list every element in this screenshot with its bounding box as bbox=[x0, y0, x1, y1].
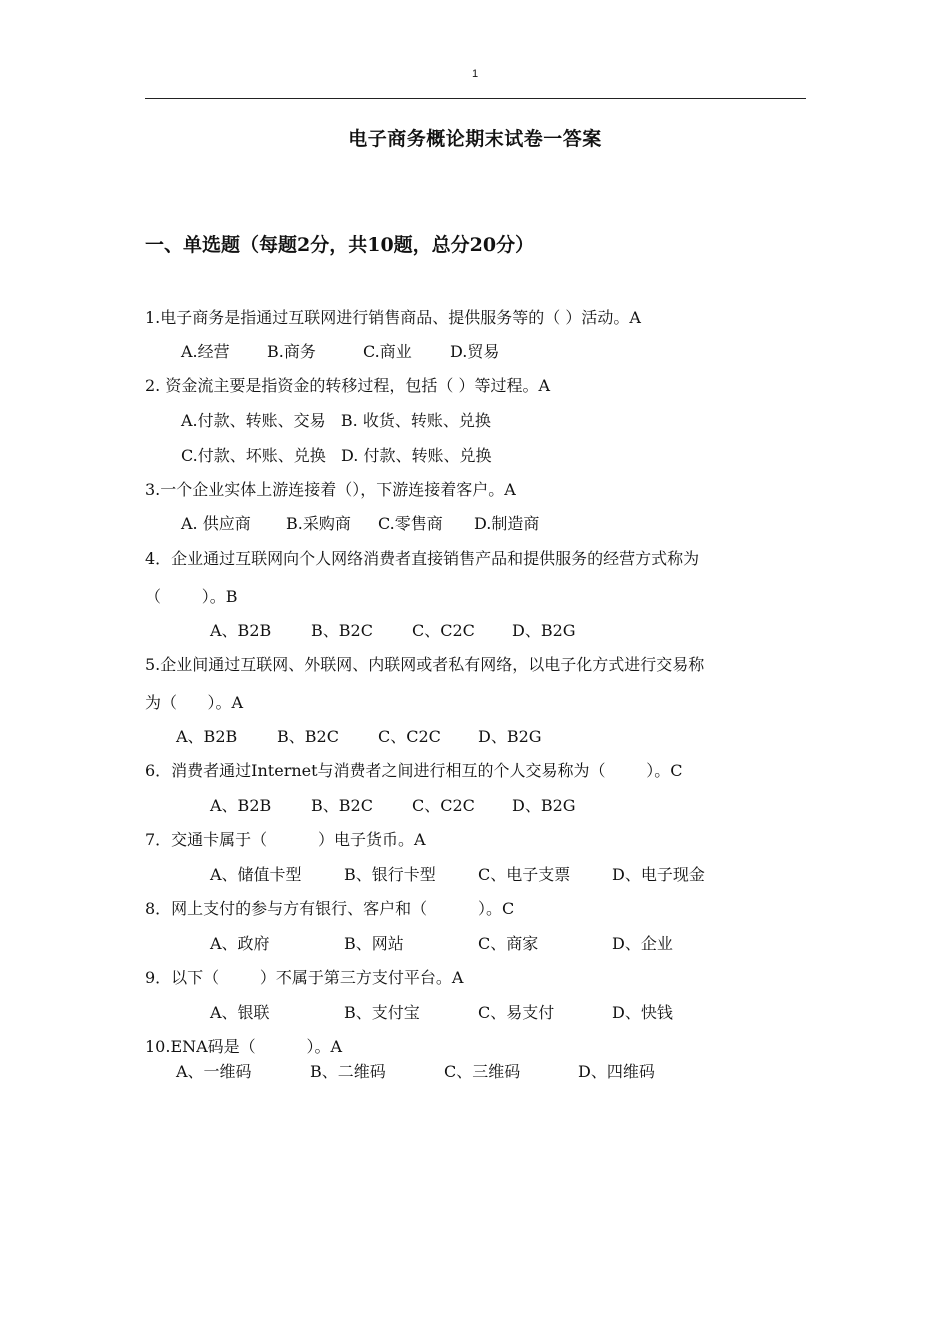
option: D、B2G bbox=[512, 796, 576, 815]
question-10-options bbox=[176, 1062, 655, 1082]
question-5-options bbox=[176, 727, 542, 747]
option: C、C2C bbox=[412, 796, 475, 815]
option: A.经营 bbox=[181, 342, 230, 361]
question-4-stem-line2: （ ）。B bbox=[145, 587, 238, 606]
option: A、政府 bbox=[210, 934, 270, 953]
question-9-stem: 9．以下（ ）不属于第三方支付平台。A bbox=[145, 968, 464, 987]
option: A、B2B bbox=[176, 727, 238, 746]
section-heading: 一、单选题（每题2分，共10题，总分20分） bbox=[145, 234, 535, 256]
question-10-stem: 10.ENA码是（ ）。A bbox=[145, 1037, 343, 1056]
option: C、易支付 bbox=[478, 1003, 555, 1022]
question-5-stem-line1: 5.企业间通过互联网、外联网、内联网或者私有网络，以电子化方式进行交易称 bbox=[145, 655, 705, 674]
option: B、网站 bbox=[344, 934, 404, 953]
header-rule bbox=[145, 98, 806, 99]
question-4-options bbox=[210, 621, 576, 641]
option: D.制造商 bbox=[474, 514, 540, 533]
question-1-stem: 1.电子商务是指通过互联网进行销售商品、提供服务等的（ ）活动。A bbox=[145, 308, 641, 327]
page-number: 1 bbox=[471, 68, 479, 80]
question-1-options bbox=[181, 342, 499, 362]
option: D、企业 bbox=[612, 934, 673, 953]
question-6-options bbox=[210, 796, 576, 816]
option: C、商家 bbox=[478, 934, 539, 953]
option: D.贸易 bbox=[450, 342, 500, 361]
option: D、电子现金 bbox=[612, 865, 705, 884]
option: B、支付宝 bbox=[344, 1003, 420, 1022]
option: B、B2C bbox=[311, 796, 373, 815]
question-3-options bbox=[181, 514, 539, 534]
option: A. 供应商 bbox=[181, 514, 251, 533]
question-4-stem-line1: 4．企业通过互联网向个人网络消费者直接销售产品和提供服务的经营方式称为 bbox=[145, 549, 700, 568]
question-2-options-line2: C.付款、坏账、兑换 D. 付款、转账、兑换 bbox=[181, 446, 492, 465]
option: C、C2C bbox=[412, 621, 475, 640]
option: C、三维码 bbox=[444, 1062, 521, 1081]
option: B、银行卡型 bbox=[344, 865, 436, 884]
option: A、银联 bbox=[210, 1003, 270, 1022]
option: D、四维码 bbox=[578, 1062, 655, 1081]
option: A、B2B bbox=[210, 796, 272, 815]
option: B.采购商 bbox=[286, 514, 351, 533]
question-6-stem: 6．消费者通过Internet与消费者之间进行相互的个人交易称为（ ）。C bbox=[145, 761, 683, 780]
option: C.零售商 bbox=[378, 514, 443, 533]
option: A、B2B bbox=[210, 621, 272, 640]
question-7-stem: 7．交通卡属于（ ）电子货币。A bbox=[145, 830, 426, 849]
page-title: 电子商务概论期末试卷一答案 bbox=[348, 128, 602, 150]
option: B、二维码 bbox=[310, 1062, 386, 1081]
option: D、B2G bbox=[478, 727, 542, 746]
question-9-options bbox=[210, 1003, 673, 1023]
option: C、电子支票 bbox=[478, 865, 571, 884]
option: A、一维码 bbox=[176, 1062, 252, 1081]
option: C、C2C bbox=[378, 727, 441, 746]
question-5-stem-line2: 为（ ）。A bbox=[145, 693, 244, 712]
question-2-stem: 2. 资金流主要是指资金的转移过程，包括（ ）等过程。A bbox=[145, 376, 550, 395]
question-7-options bbox=[210, 865, 705, 885]
question-2-options-line1: A.付款、转账、交易 B. 收货、转账、兑换 bbox=[181, 411, 491, 430]
option: B、B2C bbox=[311, 621, 373, 640]
option: A、储值卡型 bbox=[210, 865, 302, 884]
option: B、B2C bbox=[277, 727, 339, 746]
option: D、快钱 bbox=[612, 1003, 673, 1022]
question-3-stem: 3.一个企业实体上游连接着（），下游连接着客户。A bbox=[145, 480, 516, 499]
option: C.商业 bbox=[363, 342, 412, 361]
option: B.商务 bbox=[267, 342, 316, 361]
option: D、B2G bbox=[512, 621, 576, 640]
question-8-stem: 8．网上支付的参与方有银行、客户和（ ）。C bbox=[145, 899, 515, 918]
question-8-options bbox=[210, 934, 673, 954]
